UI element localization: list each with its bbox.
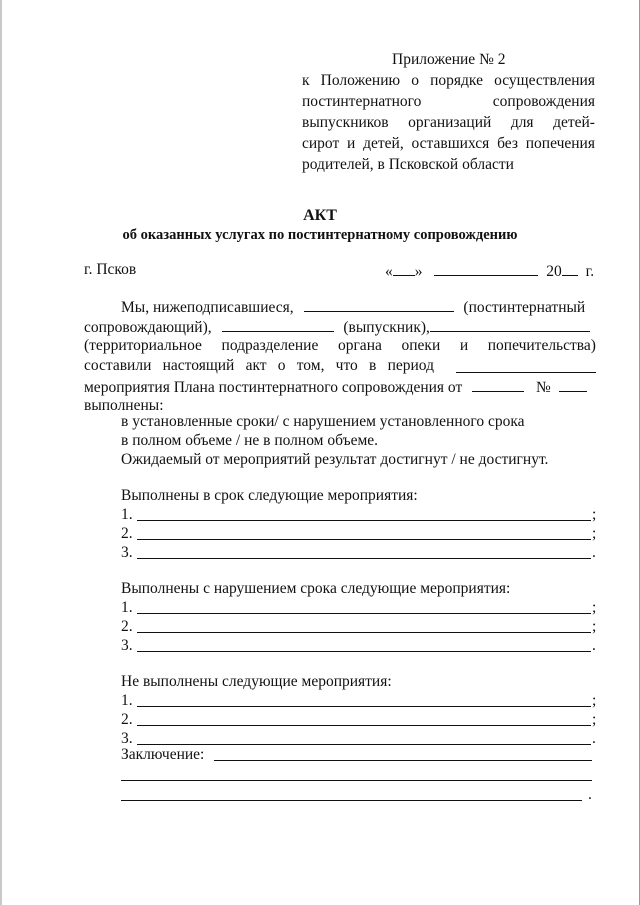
section-not-done-end-2: ; bbox=[592, 711, 597, 728]
section-late-item-3: 3. bbox=[121, 637, 133, 654]
para-word: (территориальное bbox=[84, 337, 202, 354]
annex-word: сирот bbox=[302, 135, 340, 152]
section-not-done-line-1[interactable] bbox=[137, 706, 591, 707]
conclusion-line-2[interactable] bbox=[121, 780, 592, 781]
option-volume: в полном объеме / не в полном объеме. bbox=[121, 432, 379, 449]
city-label: г. Псков bbox=[84, 261, 137, 278]
month-blank[interactable] bbox=[434, 260, 538, 276]
section-late-line-2[interactable] bbox=[137, 632, 591, 633]
section-on-time-end-2: ; bbox=[592, 525, 597, 542]
para-word: том, bbox=[296, 357, 325, 374]
option-result: Ожидаемый от мероприятий результат достигнут / не достигнут. bbox=[121, 451, 549, 468]
annex-word: детей, bbox=[363, 135, 404, 152]
para-word: составили bbox=[84, 357, 152, 374]
para-line-6: выполнены: bbox=[84, 397, 164, 414]
annex-word: о bbox=[411, 72, 419, 89]
annex-word: попечения bbox=[525, 135, 595, 152]
annex-word: к bbox=[302, 72, 310, 89]
annex-line-2 bbox=[302, 92, 595, 112]
section-on-time-end-3: . bbox=[592, 544, 596, 561]
para-word: акт bbox=[245, 357, 267, 374]
conclusion-line-3[interactable] bbox=[121, 800, 582, 801]
annex-word: детей- bbox=[553, 114, 595, 131]
annex-title: Приложение № 2 bbox=[392, 51, 506, 68]
year-suffix: г. bbox=[585, 263, 595, 280]
para-line-2 bbox=[84, 316, 590, 338]
para-word: период bbox=[387, 357, 434, 374]
text-role-graduate: (выпускник), bbox=[343, 319, 430, 336]
annex-word: и bbox=[347, 135, 356, 152]
annex-line-3 bbox=[302, 113, 595, 133]
para-word: подразделение bbox=[221, 337, 319, 354]
annex-line-4 bbox=[302, 134, 595, 154]
annex-word: оставшихся bbox=[411, 135, 490, 152]
annex-word: выпускников bbox=[302, 114, 389, 131]
para-word: о bbox=[277, 357, 286, 374]
section-on-time-item-1: 1. bbox=[121, 506, 133, 523]
para-word: что bbox=[335, 357, 358, 374]
annex-word: осуществления bbox=[494, 72, 595, 89]
annex-word: порядке bbox=[430, 72, 483, 89]
annex-word: без bbox=[497, 135, 518, 152]
graduate-name-blank[interactable] bbox=[222, 316, 334, 332]
para-line-4 bbox=[84, 356, 434, 376]
section-on-time-item-2: 2. bbox=[121, 525, 133, 542]
section-not-done-line-2[interactable] bbox=[137, 725, 591, 726]
section-late-end-2: ; bbox=[592, 618, 597, 635]
year-blank[interactable] bbox=[562, 260, 578, 276]
text-number-sign: № bbox=[536, 379, 551, 396]
section-not-done-item-1: 1. bbox=[121, 692, 133, 709]
section-late-end-1: ; bbox=[592, 599, 597, 616]
section-late-line-1[interactable] bbox=[137, 613, 591, 614]
para-word: и bbox=[459, 337, 469, 354]
plan-date-blank[interactable] bbox=[472, 376, 524, 392]
section-not-done-item-2: 2. bbox=[121, 711, 133, 728]
annex-word: сопровождения bbox=[492, 93, 595, 110]
section-on-time-line-3[interactable] bbox=[137, 558, 591, 559]
annex-line-1 bbox=[302, 71, 595, 91]
annex-word: Положению bbox=[320, 72, 401, 89]
section-late-item-1: 1. bbox=[121, 599, 133, 616]
quote-close: » bbox=[414, 263, 423, 280]
para-word: в bbox=[369, 357, 377, 374]
period-blank[interactable] bbox=[456, 372, 596, 373]
conclusion-label: Заключение: bbox=[121, 746, 205, 763]
option-deadline: в установленные сроки/ с нарушением установленного срока bbox=[121, 413, 525, 430]
plan-number-blank[interactable] bbox=[559, 376, 587, 392]
quote-open: « bbox=[385, 263, 393, 280]
year-prefix: 20 bbox=[546, 263, 562, 280]
text-signers: Мы, нижеподписавшиеся, bbox=[121, 299, 294, 316]
conclusion-end: . bbox=[588, 786, 592, 803]
section-not-done-item-3: 3. bbox=[121, 730, 133, 747]
para-word: попечительства) bbox=[487, 337, 596, 354]
text-escort: сопровождающий), bbox=[84, 319, 212, 336]
section-on-time-end-1: ; bbox=[592, 506, 597, 523]
text-plan: мероприятия Плана постинтернатного сопровождения от bbox=[84, 379, 463, 396]
para-line-5 bbox=[84, 376, 587, 398]
para-word: настоящий bbox=[162, 357, 235, 374]
section-late-line-3[interactable] bbox=[137, 651, 591, 652]
text-role-escort: (постинтернатный bbox=[463, 299, 586, 316]
guardianship-name-blank[interactable] bbox=[430, 316, 590, 332]
section-late-heading: Выполнены с нарушением срока следующие мероприятия: bbox=[121, 580, 511, 597]
para-word: органа bbox=[337, 337, 382, 354]
para-word: опеки bbox=[401, 337, 441, 354]
section-not-done-end-1: ; bbox=[592, 692, 597, 709]
para-line-1 bbox=[121, 296, 585, 318]
annex-word: для bbox=[510, 114, 534, 131]
section-not-done-end-3: . bbox=[592, 730, 596, 747]
section-on-time-line-2[interactable] bbox=[137, 539, 591, 540]
section-not-done-line-3[interactable] bbox=[137, 744, 591, 745]
scan-edge-left bbox=[0, 0, 2, 905]
para-line-3 bbox=[84, 336, 596, 356]
section-late-item-2: 2. bbox=[121, 618, 133, 635]
annex-word: организаций bbox=[408, 114, 492, 131]
annex-word: постинтернатного bbox=[302, 93, 422, 110]
document-title: АКТ bbox=[303, 207, 337, 224]
section-on-time-line-1[interactable] bbox=[137, 520, 591, 521]
section-not-done-heading: Не выполнены следующие мероприятия: bbox=[121, 673, 392, 690]
document-subtitle: об оказанных услугах по постинтернатному сопровождению bbox=[122, 227, 518, 243]
date-field bbox=[385, 260, 594, 282]
conclusion-line-1[interactable] bbox=[214, 760, 592, 761]
section-on-time-heading: Выполнены в срок следующие мероприятия: bbox=[121, 487, 418, 504]
escort-name-blank[interactable] bbox=[304, 296, 454, 312]
section-late-end-3: . bbox=[592, 637, 596, 654]
annex-line-5: родителей, в Псковской области bbox=[302, 156, 514, 173]
day-blank[interactable] bbox=[393, 260, 415, 276]
section-on-time-item-3: 3. bbox=[121, 544, 133, 561]
